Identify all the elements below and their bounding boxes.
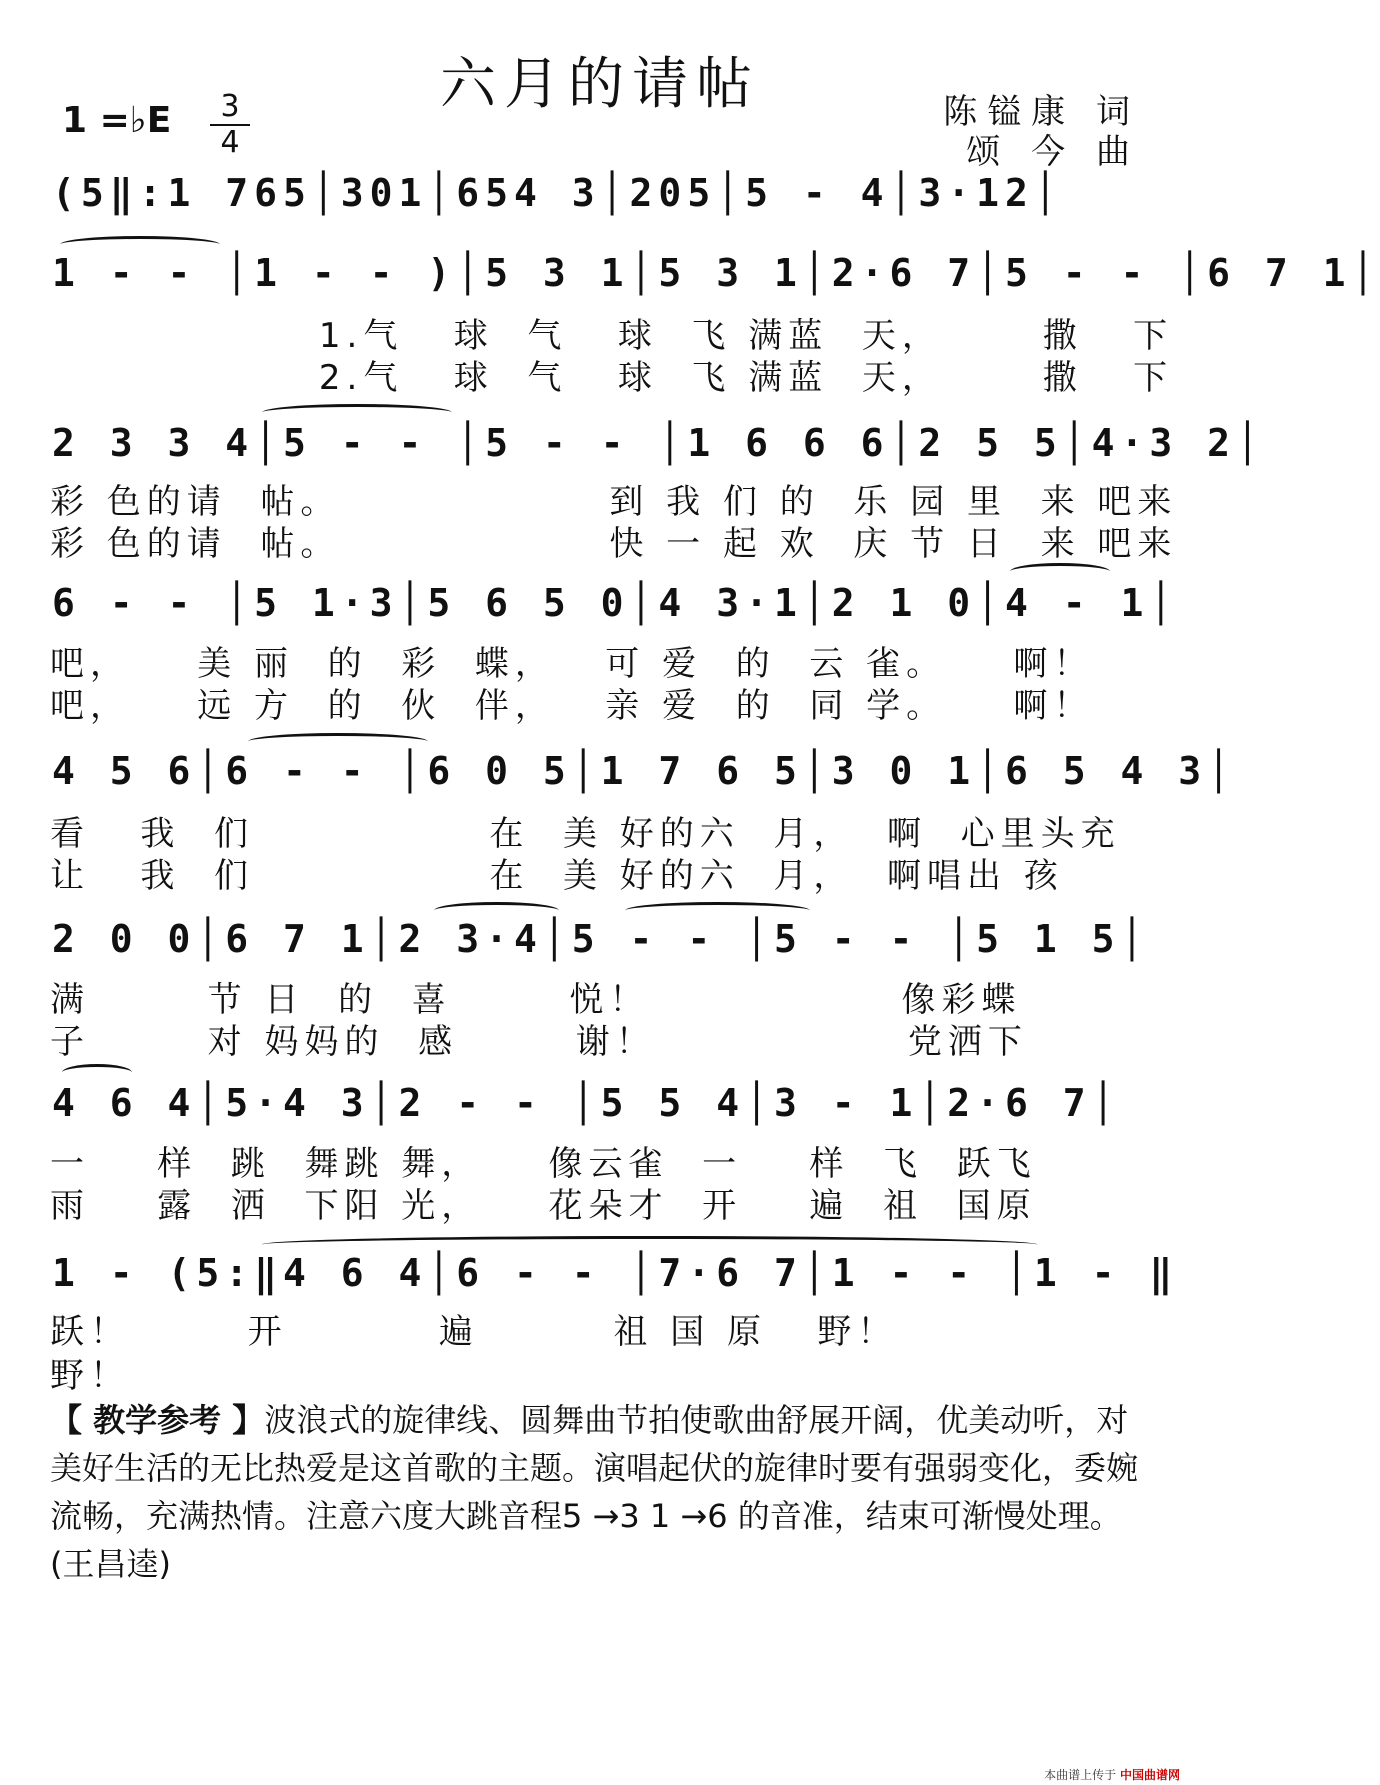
- reference-tag: 【 教学参考 】: [50, 1401, 265, 1439]
- lyric-row-6-verse-1: 满 节 日 的 喜 悦！ 像彩蝶: [50, 980, 1022, 1020]
- lyric-row-7-verse-1: 一 样 跳 舞跳 舞， 像云雀 一 样 飞 跃飞: [50, 1144, 1037, 1184]
- score-row-2: 1 - - │1 - - )│5 3 1│5 3 1│2·6 7│5 - - │6 7 1│: [52, 251, 1380, 295]
- score-row-6: 2 0 0│6 7 1│2 3·4│5 - - │5 - - │5 1 5│: [52, 917, 1150, 961]
- lyricist-credit: 陈镒康 词: [943, 92, 1140, 132]
- footer-upload-text: 本曲谱上传于: [1044, 1768, 1117, 1782]
- reference-text: 波浪式的旋律线、圆舞曲节拍使歌曲舒展开阔，优美动听，对美好生活的无比热爱是这首歌的主题。演唱起伏的旋律时要有强弱变化，委婉流畅，充满热情。注意六度大跳音程5 →3 1 →6 的音准，结束可渐慢处理。(王昌逵): [50, 1401, 1139, 1583]
- lyric-row-5-verse-1: 看 我 们 在 美 好的六 月， 啊 心里头充: [50, 814, 1121, 854]
- footer-watermark: [1044, 1766, 1180, 1783]
- score-row-5: 4 5 6│6 - - │6 0 5│1 7 6 5│3 0 1│6 5 4 3│: [52, 749, 1236, 793]
- song-title: 六月的请帖: [440, 52, 760, 117]
- lyric-row-8-verse-1: 跃！ 开 遍 祖 国 原 野！: [50, 1312, 898, 1352]
- key-signature: 1 =♭E: [62, 100, 172, 141]
- score-row-3: 2 3 3 4│5 - - │5 - - │1 6 6 6│2 5 5│4·3 2│: [52, 421, 1265, 465]
- lyric-row-8-verse-2: 野！: [50, 1356, 130, 1396]
- score-row-8: 1 - (5:‖4 6 4│6 - - │7·6 7│1 - - │1 - ‖: [52, 1251, 1179, 1295]
- composer-credit: 颂 今 曲: [966, 132, 1140, 172]
- lyric-row-4-verse-1: 吧， 美 丽 的 彩 蝶， 可 爱 的 云 雀。 啊！: [50, 644, 1094, 684]
- lyric-row-2-verse-1: 1.气 球 气 球 飞 满蓝 天， 撒 下: [50, 316, 1174, 356]
- lyric-row-5-verse-2: 让 我 们 在 美 好的六 月， 啊唱出 孩: [50, 856, 1064, 896]
- score-row-7: 4 6 4│5·4 3│2 - - │5 5 4│3 - 1│2·6 7│: [52, 1081, 1121, 1125]
- lyric-row-3-verse-2: 彩 色的请 帖。 快 一 起 欢 庆 节 日 来 吧来: [50, 524, 1178, 564]
- time-signature-top: 3: [220, 89, 240, 124]
- score-row-4: 6 - - │5 1·3│5 6 5 0│4 3·1│2 1 0│4 - 1│: [52, 581, 1179, 625]
- teaching-reference: [50, 1396, 1160, 1588]
- lyric-row-3-verse-1: 彩 色的请 帖。 到 我 们 的 乐 园 里 来 吧来: [50, 482, 1178, 522]
- time-signature-bottom: 4: [220, 125, 240, 160]
- score-row-1: (5‖:1 765│301│654 3│205│5 - 4│3·12│: [52, 171, 1063, 215]
- lyric-row-7-verse-2: 雨 露 洒 下阳 光， 花朵才 开 遍 祖 国原: [50, 1186, 1037, 1226]
- footer-site-name: 中国曲谱网: [1119, 1768, 1180, 1782]
- lyric-row-6-verse-2: 子 对 妈妈的 感 谢！ 党洒下: [50, 1022, 1028, 1062]
- lyric-row-2-verse-2: 2.气 球 气 球 飞 满蓝 天， 撒 下: [50, 358, 1174, 398]
- time-signature: [210, 89, 250, 160]
- lyric-row-4-verse-2: 吧， 远 方 的 伙 伴， 亲 爱 的 同 学。 啊！: [50, 686, 1094, 726]
